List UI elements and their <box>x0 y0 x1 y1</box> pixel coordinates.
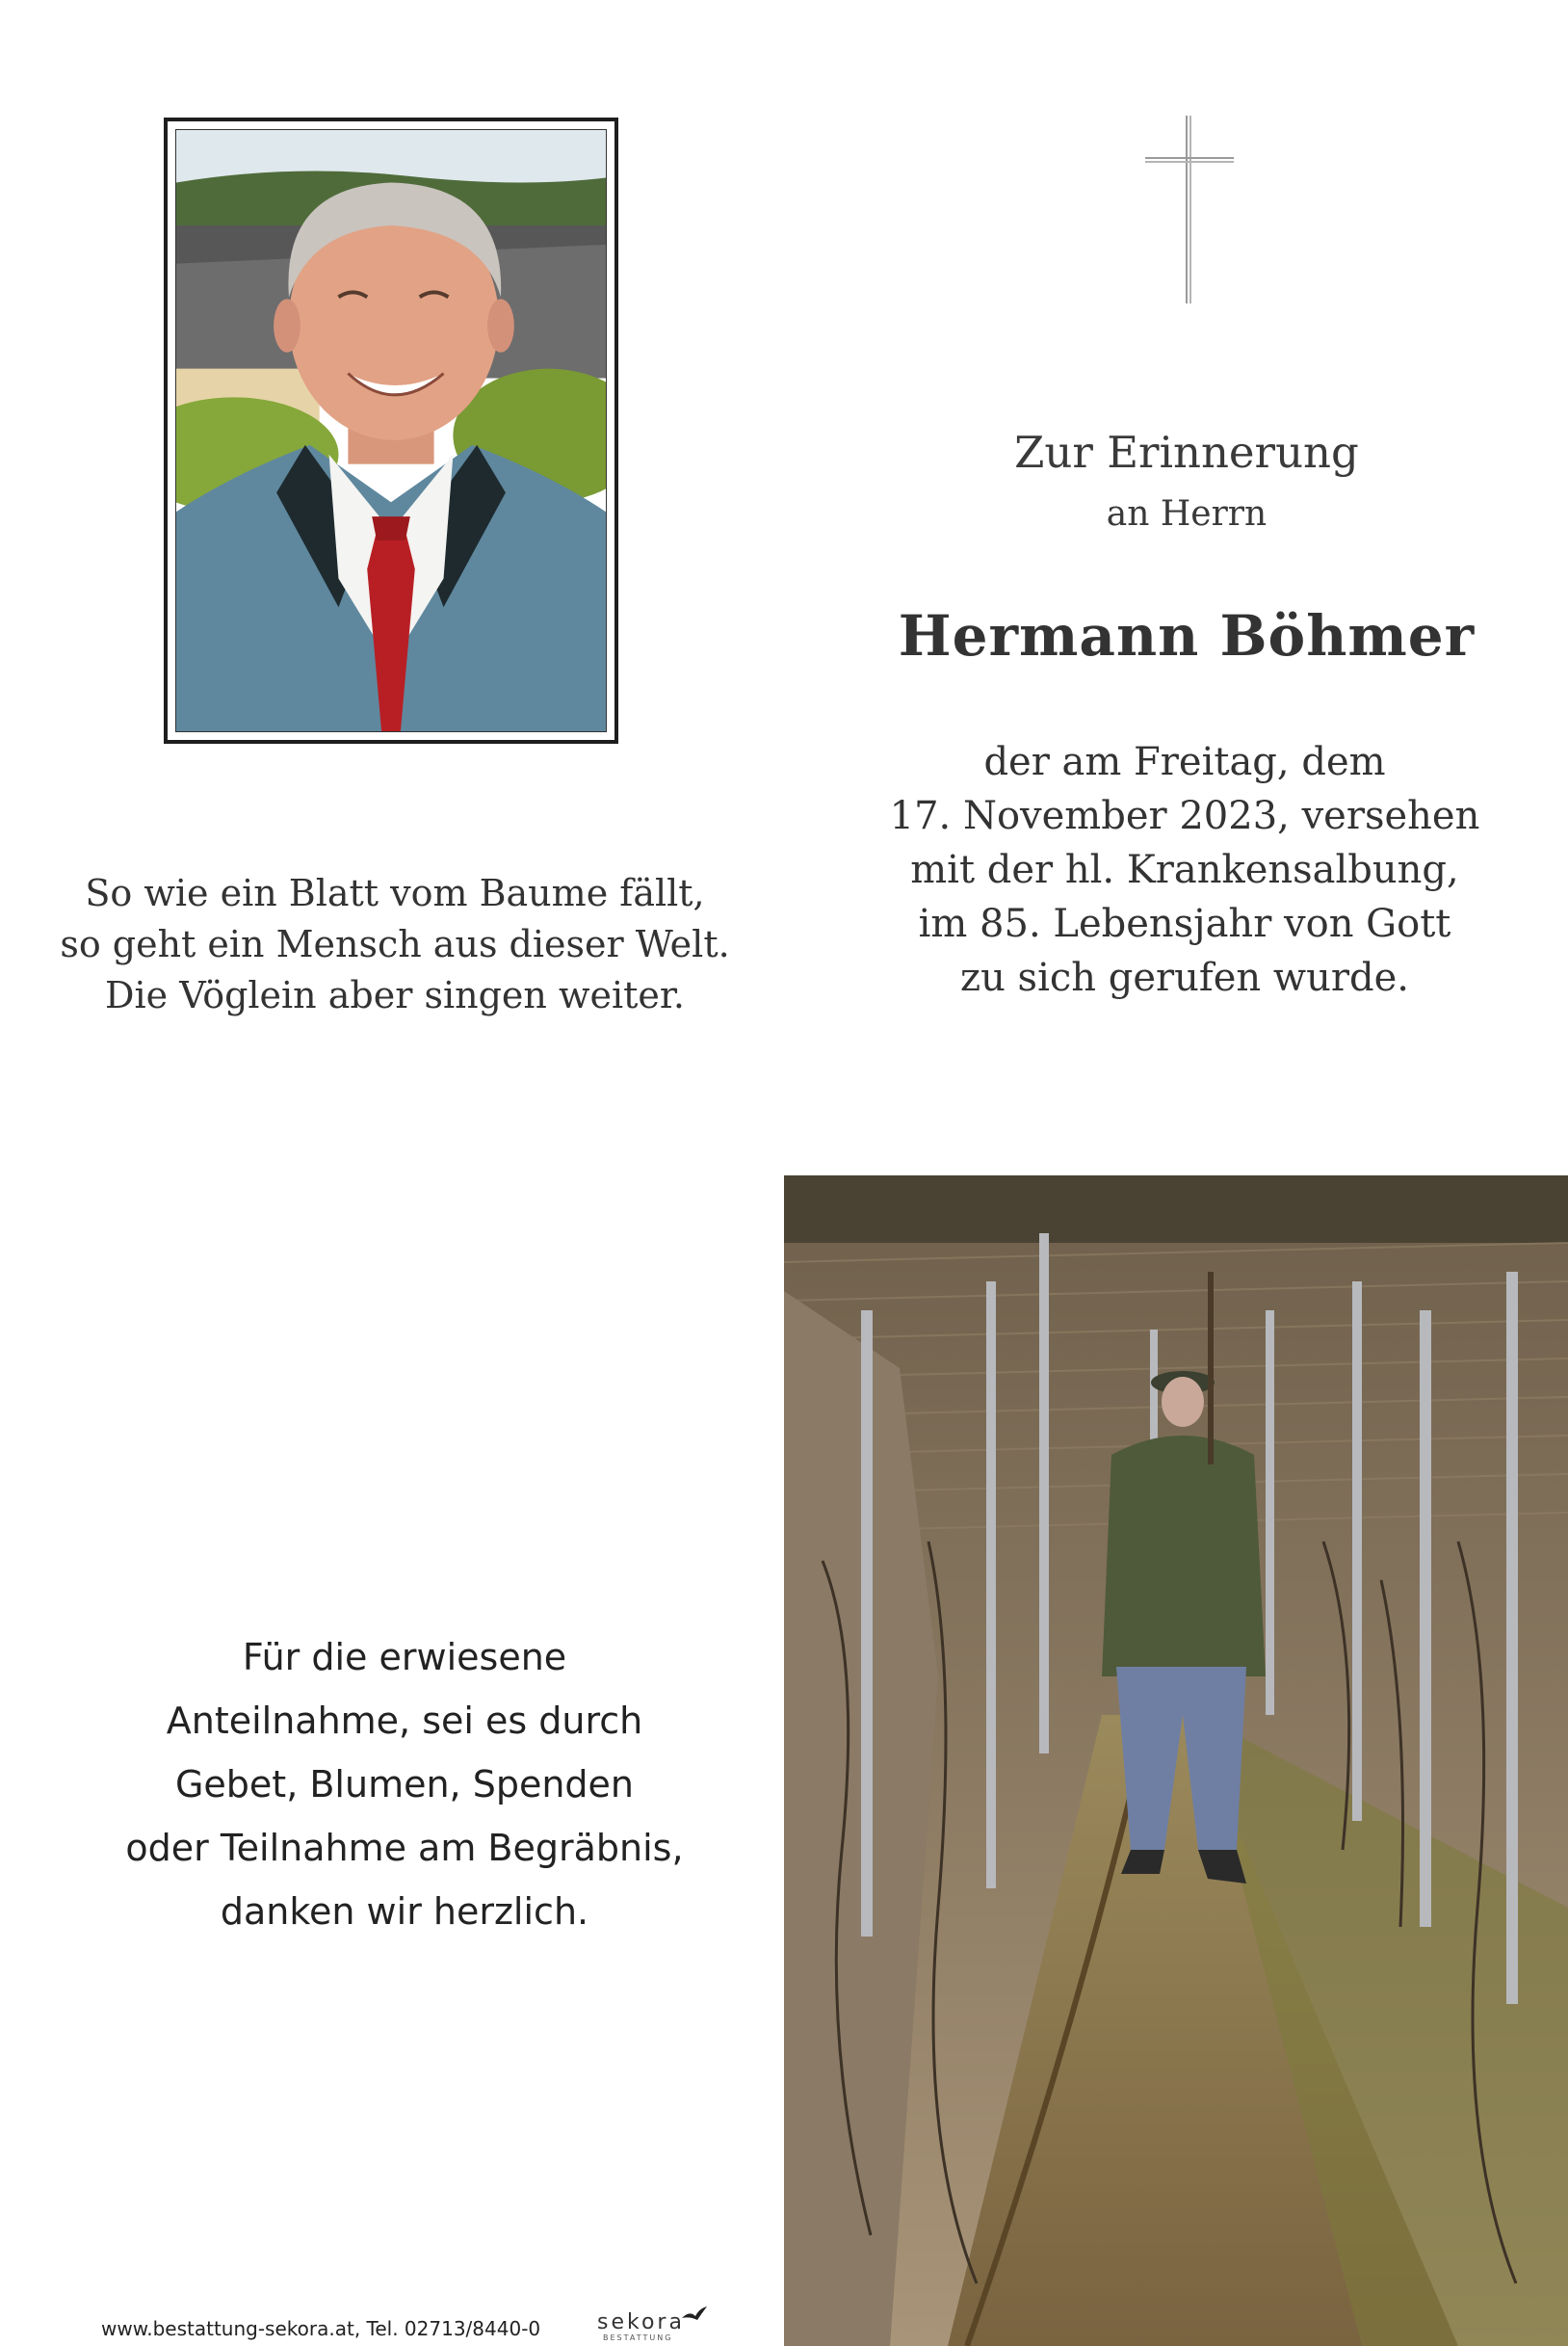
memorial-heading-sub: an Herrn <box>1106 494 1267 534</box>
poem-line: Die Vöglein aber singen weiter. <box>105 974 685 1016</box>
deceased-name: Hermann Böhmer <box>898 603 1476 669</box>
portrait-photo-frame <box>164 118 618 744</box>
poem-line: so geht ein Mensch aus dieser Welt. <box>60 923 730 965</box>
thanks-line: danken wir herzlich. <box>220 1890 589 1933</box>
death-notice-line: 17. November 2023, versehen <box>889 794 1480 838</box>
death-notice-line: im 85. Lebensjahr von Gott <box>918 902 1451 946</box>
brand-logo-subtext: BESTATTUNG <box>603 2333 673 2342</box>
thanks-line: Gebet, Blumen, Spenden <box>174 1763 635 1806</box>
memorial-heading: Zur Erinnerung <box>1014 427 1359 478</box>
death-notice-line: mit der hl. Krankensalbung, <box>910 848 1459 892</box>
portrait-photo <box>175 129 607 732</box>
bird-icon <box>680 2305 709 2324</box>
footer-contact: www.bestattung-sekora.at, Tel. 02713/8440-0 <box>101 2317 541 2340</box>
thanks-line: oder Teilnahme am Begräbnis, <box>125 1827 684 1869</box>
poem-line: So wie ein Blatt vom Baume fällt, <box>85 872 705 914</box>
vineyard-photo <box>784 1175 1568 2346</box>
thanks-line: Für die erwiesene <box>242 1636 567 1678</box>
cross-icon <box>1141 116 1238 303</box>
brand-logo-text: sekora <box>597 2310 685 2334</box>
death-notice-line: zu sich gerufen wurde. <box>960 956 1409 1000</box>
thanks-line: Anteilnahme, sei es durch <box>166 1700 643 1742</box>
death-notice-line: der am Freitag, dem <box>983 740 1386 784</box>
